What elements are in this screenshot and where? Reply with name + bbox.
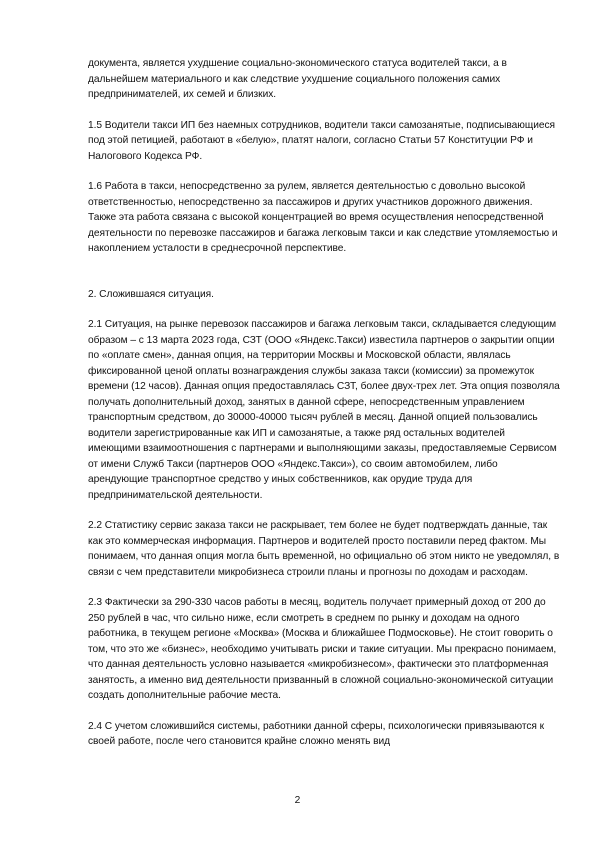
- paragraph-continuation: документа, является ухудшение социально-экономического статуса водителей такси, а в дальнейшем материального и как следствие ухудшение социального положения самих предпринимателей, их семей и близких.: [88, 58, 507, 100]
- page-body: [88, 56, 560, 750]
- paragraph-1-6: 1.6 Работа в такси, непосредственно за рулем, является деятельностью с довольно высокой ответственностью, непосредственно за пассажиров и других участников дорожного движения. Также эта работа связана с высокой концентрацией во время осуществления непосредственной деятельности по перевозке пассажиров и багажа легковым такси и как следствие утомляемостью и накоплением усталости в среднесрочной перспективе.: [88, 181, 558, 254]
- paragraph-2-1: 2.1 Ситуация, на рынке перевозок пассажиров и багажа легковым такси, складывается следующим образом – с 13 марта 2023 года, СЗТ (ООО «Яндекс.Такси) известила партнеров о закрытии опции по «оплате смен», данная опция, на территории Москвы и Московской области, являлась фиксированной ценой оплаты вознаграждения службы заказа такси (комиссии) за промежуток времени (12 часов). Данная опция предоставлялась СЗТ, более двух-трех лет. Эта опция позволяла получать дополнительный доход, занятых в данной сфере, непосредственным управлением транспортным средством, до 30000-40000 тысяч рублей в месяц. Данной опцией пользовались водители зарегистрированные как ИП и самозанятые, а также ряд остальных водителей имеющими взаимоотношения с партнерами и выполняющими заказы, предоставляемые Сервисом от имени Служб Такси (партнеров ООО «Яндекс.Такси»), со своим автомобилем, либо арендующие транспортное средство у иных собственников, как орудие труда для предпринимательской деятельности.: [88, 319, 560, 501]
- paragraph-1-5: 1.5 Водители такси ИП без наемных сотрудников, водители такси самозанятые, подписывающиеся под этой петицией, работают в «белую», платят налоги, согласно Статьи 57 Конституции РФ и Налогового Кодекса РФ.: [88, 119, 555, 162]
- section-heading-2: 2. Сложившаяся ситуация.: [88, 288, 214, 300]
- paragraph-2-2: 2.2 Статистику сервис заказа такси не раскрывает, тем более не будет подтверждать данные, так как это коммерческая информация. Партнеров и водителей просто поставили перед фактом. Мы понимаем, что данная опция могла быть временной, но официально об этом никто не уведомлял, в связи с чем представители микробизнеса строили планы и прогнозы по доходам и расходам.: [88, 520, 560, 578]
- page-number: 2: [294, 795, 301, 806]
- paragraph-2-3: 2.3 Фактически за 290-330 часов работы в месяц, водитель получает примерный доход от 200 до 250 рублей в час, что сильно ниже, если смотреть в среднем по рынку и доходам на одного работника, в текущем регионе «Москва» (Москва и ближайшее Подмосковье). Не стоит говорить о том, что это же «бизнес», необходимо учитывать риски и такие ситуации. Мы прекрасно понимаем, что данная деятельность условно называется «микробизнесом», фактически это платформенная занятость, а именно вид деятельности призванный в сложной социально-экономической ситуации создать дополнительные рабочие места.: [88, 597, 557, 701]
- paragraph-2-4: 2.4 С учетом сложившийся системы, работники данной сферы, психологически привязываются к своей работе, после чего становится крайне сложно менять вид: [88, 720, 545, 747]
